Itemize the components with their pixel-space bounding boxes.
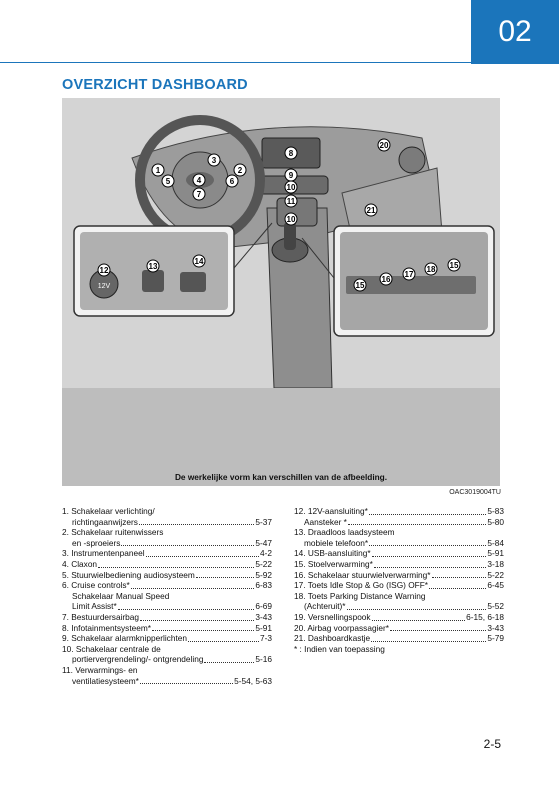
index-entry xyxy=(294,612,504,623)
index-entry-row xyxy=(294,559,504,570)
figure-caption: De werkelijke vorm kan verschillen van de afbeelding. xyxy=(174,472,388,482)
index-entry-page: 5-52 xyxy=(487,601,504,612)
index-entry xyxy=(294,527,504,548)
index-entry-page: 6-15, 6-18 xyxy=(466,611,504,622)
index-entry xyxy=(62,570,272,581)
svg-text:14: 14 xyxy=(194,257,204,266)
index-entry-page: 5-91 xyxy=(487,548,504,559)
callout-7 xyxy=(193,188,205,200)
callout-20 xyxy=(378,139,390,151)
svg-text:21: 21 xyxy=(366,206,376,215)
index-entry-row xyxy=(294,623,504,634)
index-entry-row xyxy=(62,580,272,591)
callout-8 xyxy=(285,147,297,159)
svg-text:13: 13 xyxy=(148,262,158,271)
index-entry-row xyxy=(294,548,504,559)
index-entry-row xyxy=(294,580,504,591)
dot-leader xyxy=(146,556,259,557)
index-entry xyxy=(294,580,504,591)
index-entry xyxy=(62,612,272,623)
index-entry xyxy=(62,665,272,686)
svg-text:18: 18 xyxy=(426,265,436,274)
callout-15a xyxy=(354,279,366,291)
dot-leader xyxy=(390,630,486,631)
index-entry-row xyxy=(294,570,504,581)
callout-11 xyxy=(285,195,297,207)
index-entry-label: 9. Schakelaar alarmknipperlichten xyxy=(62,633,187,644)
callout-2 xyxy=(234,164,246,176)
index-entry-page: 6-69 xyxy=(255,601,272,612)
index-entry xyxy=(62,633,272,644)
svg-text:16: 16 xyxy=(381,275,391,284)
index-entry-line: 2. Schakelaar ruitenwissers xyxy=(62,527,164,538)
svg-text:3: 3 xyxy=(211,156,217,165)
index-entry-label: portiervergrendeling/- ontgrendeling xyxy=(72,654,204,665)
index-entry-page: 6-45 xyxy=(487,580,504,591)
svg-text:15: 15 xyxy=(449,261,459,270)
dot-leader xyxy=(372,620,466,621)
index-entry-row xyxy=(62,517,272,528)
dot-leader xyxy=(348,524,487,525)
header-rule xyxy=(0,62,471,63)
index-entry xyxy=(294,559,504,570)
index-entry-page: 5-80 xyxy=(487,516,504,527)
index-entry-label: 4. Claxon xyxy=(62,558,98,569)
index-entry-label: Limit Assist* xyxy=(72,601,117,612)
index-entry-row xyxy=(62,654,272,665)
svg-text:12: 12 xyxy=(99,266,109,275)
callout-19 xyxy=(285,213,297,225)
dot-leader xyxy=(98,567,254,568)
index-entry-line: 1. Schakelaar verlichting/ xyxy=(62,506,155,516)
index-entry-page: 5-16 xyxy=(255,654,272,665)
index-entry-page: 5-83 xyxy=(487,506,504,516)
index-entry xyxy=(62,623,272,634)
index-entry-row xyxy=(62,570,272,581)
index-entry-row xyxy=(62,601,272,612)
dot-leader xyxy=(372,556,487,557)
dot-leader xyxy=(188,641,259,642)
dashboard-drawing xyxy=(62,98,500,486)
dot-leader xyxy=(204,662,254,663)
svg-text:2: 2 xyxy=(237,166,243,175)
callout-9 xyxy=(285,169,297,181)
index-entry xyxy=(294,633,504,644)
index-entry xyxy=(62,548,272,559)
index-entry-row xyxy=(294,538,504,549)
page-number: 2-5 xyxy=(483,737,501,751)
svg-text:4: 4 xyxy=(196,176,202,185)
dot-leader xyxy=(139,524,254,525)
dot-leader xyxy=(121,545,254,546)
index-entry-page: 6-83 xyxy=(255,580,272,591)
svg-text:11: 11 xyxy=(286,197,296,206)
svg-text:15: 15 xyxy=(355,281,365,290)
index-entry xyxy=(294,591,504,612)
dot-leader xyxy=(140,620,254,621)
index-entry-row xyxy=(62,633,272,644)
index-entry-label: 3. Instrumentenpaneel xyxy=(62,548,145,559)
index-entry-page: 3-18 xyxy=(487,558,504,569)
index-entry xyxy=(294,506,504,517)
svg-text:7: 7 xyxy=(196,190,202,199)
dot-leader xyxy=(196,577,255,578)
index-entry-row xyxy=(62,676,272,687)
callout-15b xyxy=(448,259,460,271)
svg-text:1: 1 xyxy=(155,166,161,175)
index-entry xyxy=(294,570,504,581)
index-entry-label: richtingaanwijzers xyxy=(72,516,138,527)
index-entry-label: 7. Bestuurdersairbag xyxy=(62,611,140,622)
index-entry-label: 17. Toets Idle Stop & Go (ISG) OFF* xyxy=(294,580,429,591)
index-entry-label: 19. Versnellingspook xyxy=(294,611,371,622)
callout-5 xyxy=(162,175,174,187)
index-entry-page: 5-79 xyxy=(487,633,504,644)
index-entry-label: (Achteruit)* xyxy=(304,601,346,612)
index-entry-page: 5-92 xyxy=(255,569,272,580)
index-entry xyxy=(294,548,504,559)
svg-text:8: 8 xyxy=(288,149,294,158)
index-entry-label: 5. Stuurwielbediening audiosysteem xyxy=(62,569,195,580)
chapter-number: 02 xyxy=(498,15,532,48)
dot-leader xyxy=(432,577,487,578)
dashboard-illustration xyxy=(62,98,500,486)
index-entry xyxy=(62,506,272,527)
index-entry-row xyxy=(294,601,504,612)
svg-text:6: 6 xyxy=(229,177,235,186)
index-entry xyxy=(62,559,272,570)
index-entry xyxy=(294,517,504,528)
index-entry-row xyxy=(294,633,504,644)
index-entry xyxy=(62,580,272,591)
index-entry xyxy=(294,623,504,634)
index-entry-label: 6. Cruise controls* xyxy=(62,580,130,591)
index-entry-label: 20. Airbag voorpassagier* xyxy=(294,622,390,633)
dot-leader xyxy=(429,588,486,589)
inset-12v-label: 12V xyxy=(97,283,111,290)
dot-leader xyxy=(140,683,233,684)
index-entry-page: 5-47 xyxy=(255,537,272,548)
callout-18 xyxy=(425,263,437,275)
index-entry-row xyxy=(62,623,272,634)
index-entry-label: en -sproeiers xyxy=(72,537,121,548)
callout-10 xyxy=(285,181,297,193)
callout-3 xyxy=(208,154,220,166)
index-entry-page: 5-37 xyxy=(255,516,272,527)
index-entry-label: 12. 12V-aansluiting* xyxy=(294,506,368,516)
dot-leader xyxy=(118,609,255,610)
index-left-column xyxy=(62,506,272,686)
index-entry-row xyxy=(62,548,272,559)
index-entry-row xyxy=(294,506,504,517)
index-entry-row xyxy=(62,612,272,623)
index-entry xyxy=(62,591,272,612)
dot-leader xyxy=(371,641,486,642)
index-entry-page: 7-3 xyxy=(260,633,272,644)
callout-1 xyxy=(152,164,164,176)
index-entry-label: 21. Dashboardkastje xyxy=(294,633,371,644)
index-entry-page: 5-54, 5-63 xyxy=(234,675,272,686)
index-right-column xyxy=(294,506,504,654)
index-entry-label: 14. USB-aansluiting* xyxy=(294,548,371,559)
index-entry-label: 15. Stoelverwarming* xyxy=(294,558,373,569)
index-entry-line: 10. Schakelaar centrale de xyxy=(62,643,161,654)
index-entry-page: 3-43 xyxy=(255,611,272,622)
index-entry-line: 13. Draadloos laadsysteem xyxy=(294,527,395,538)
footnote: * : Indien van toepassing xyxy=(294,643,385,654)
index-entry-label: mobiele telefoon* xyxy=(304,537,369,548)
svg-text:5: 5 xyxy=(165,177,171,186)
index-entry-line: 18. Toets Parking Distance Warning xyxy=(294,590,426,601)
index-entry xyxy=(62,527,272,548)
dot-leader xyxy=(347,609,487,610)
callout-6 xyxy=(226,175,238,187)
index-entry-page: 5-22 xyxy=(487,569,504,580)
index-entry-page: 5-91 xyxy=(255,622,272,633)
svg-text:9: 9 xyxy=(288,171,294,180)
svg-text:17: 17 xyxy=(404,270,414,279)
index-entry-row xyxy=(294,612,504,623)
index-entry-page: 3-43 xyxy=(487,622,504,633)
dot-leader xyxy=(152,630,254,631)
dot-leader xyxy=(131,588,255,589)
index-entry-label: ventilatiesysteem* xyxy=(72,675,139,686)
callout-13 xyxy=(147,260,159,272)
dot-leader xyxy=(369,514,487,515)
page-title: OVERZICHT DASHBOARD xyxy=(62,77,248,93)
index-entry-row xyxy=(294,517,504,528)
callout-12 xyxy=(98,264,110,276)
figure-code: OAC3019004TU xyxy=(449,489,501,496)
callout-16 xyxy=(380,273,392,285)
index-entry xyxy=(62,644,272,665)
svg-text:10: 10 xyxy=(286,183,296,192)
chapter-tab xyxy=(471,0,559,64)
index-entry-row xyxy=(62,538,272,549)
svg-text:20: 20 xyxy=(379,141,389,150)
callout-14 xyxy=(193,255,205,267)
dot-leader xyxy=(374,567,487,568)
dot-leader xyxy=(369,545,486,546)
index-entry-line: 11. Verwarmings- en xyxy=(62,664,138,675)
index-entry-label: 16. Schakelaar stuurwielverwarming* xyxy=(294,569,431,580)
index-entry-row xyxy=(62,559,272,570)
callout-4 xyxy=(193,174,205,186)
index-entry-label: Aansteker * xyxy=(304,516,347,527)
callout-17 xyxy=(403,268,415,280)
callout-21 xyxy=(365,204,377,216)
svg-text:10: 10 xyxy=(286,215,296,224)
index-entry-label: 8. Infotainmentsysteem* xyxy=(62,622,152,633)
index-entry-line: Schakelaar Manual Speed xyxy=(72,590,170,601)
index-entry-page: 4-2 xyxy=(260,548,272,559)
index-entry-page: 5-22 xyxy=(255,558,272,569)
index-entry-page: 5-84 xyxy=(487,537,504,548)
